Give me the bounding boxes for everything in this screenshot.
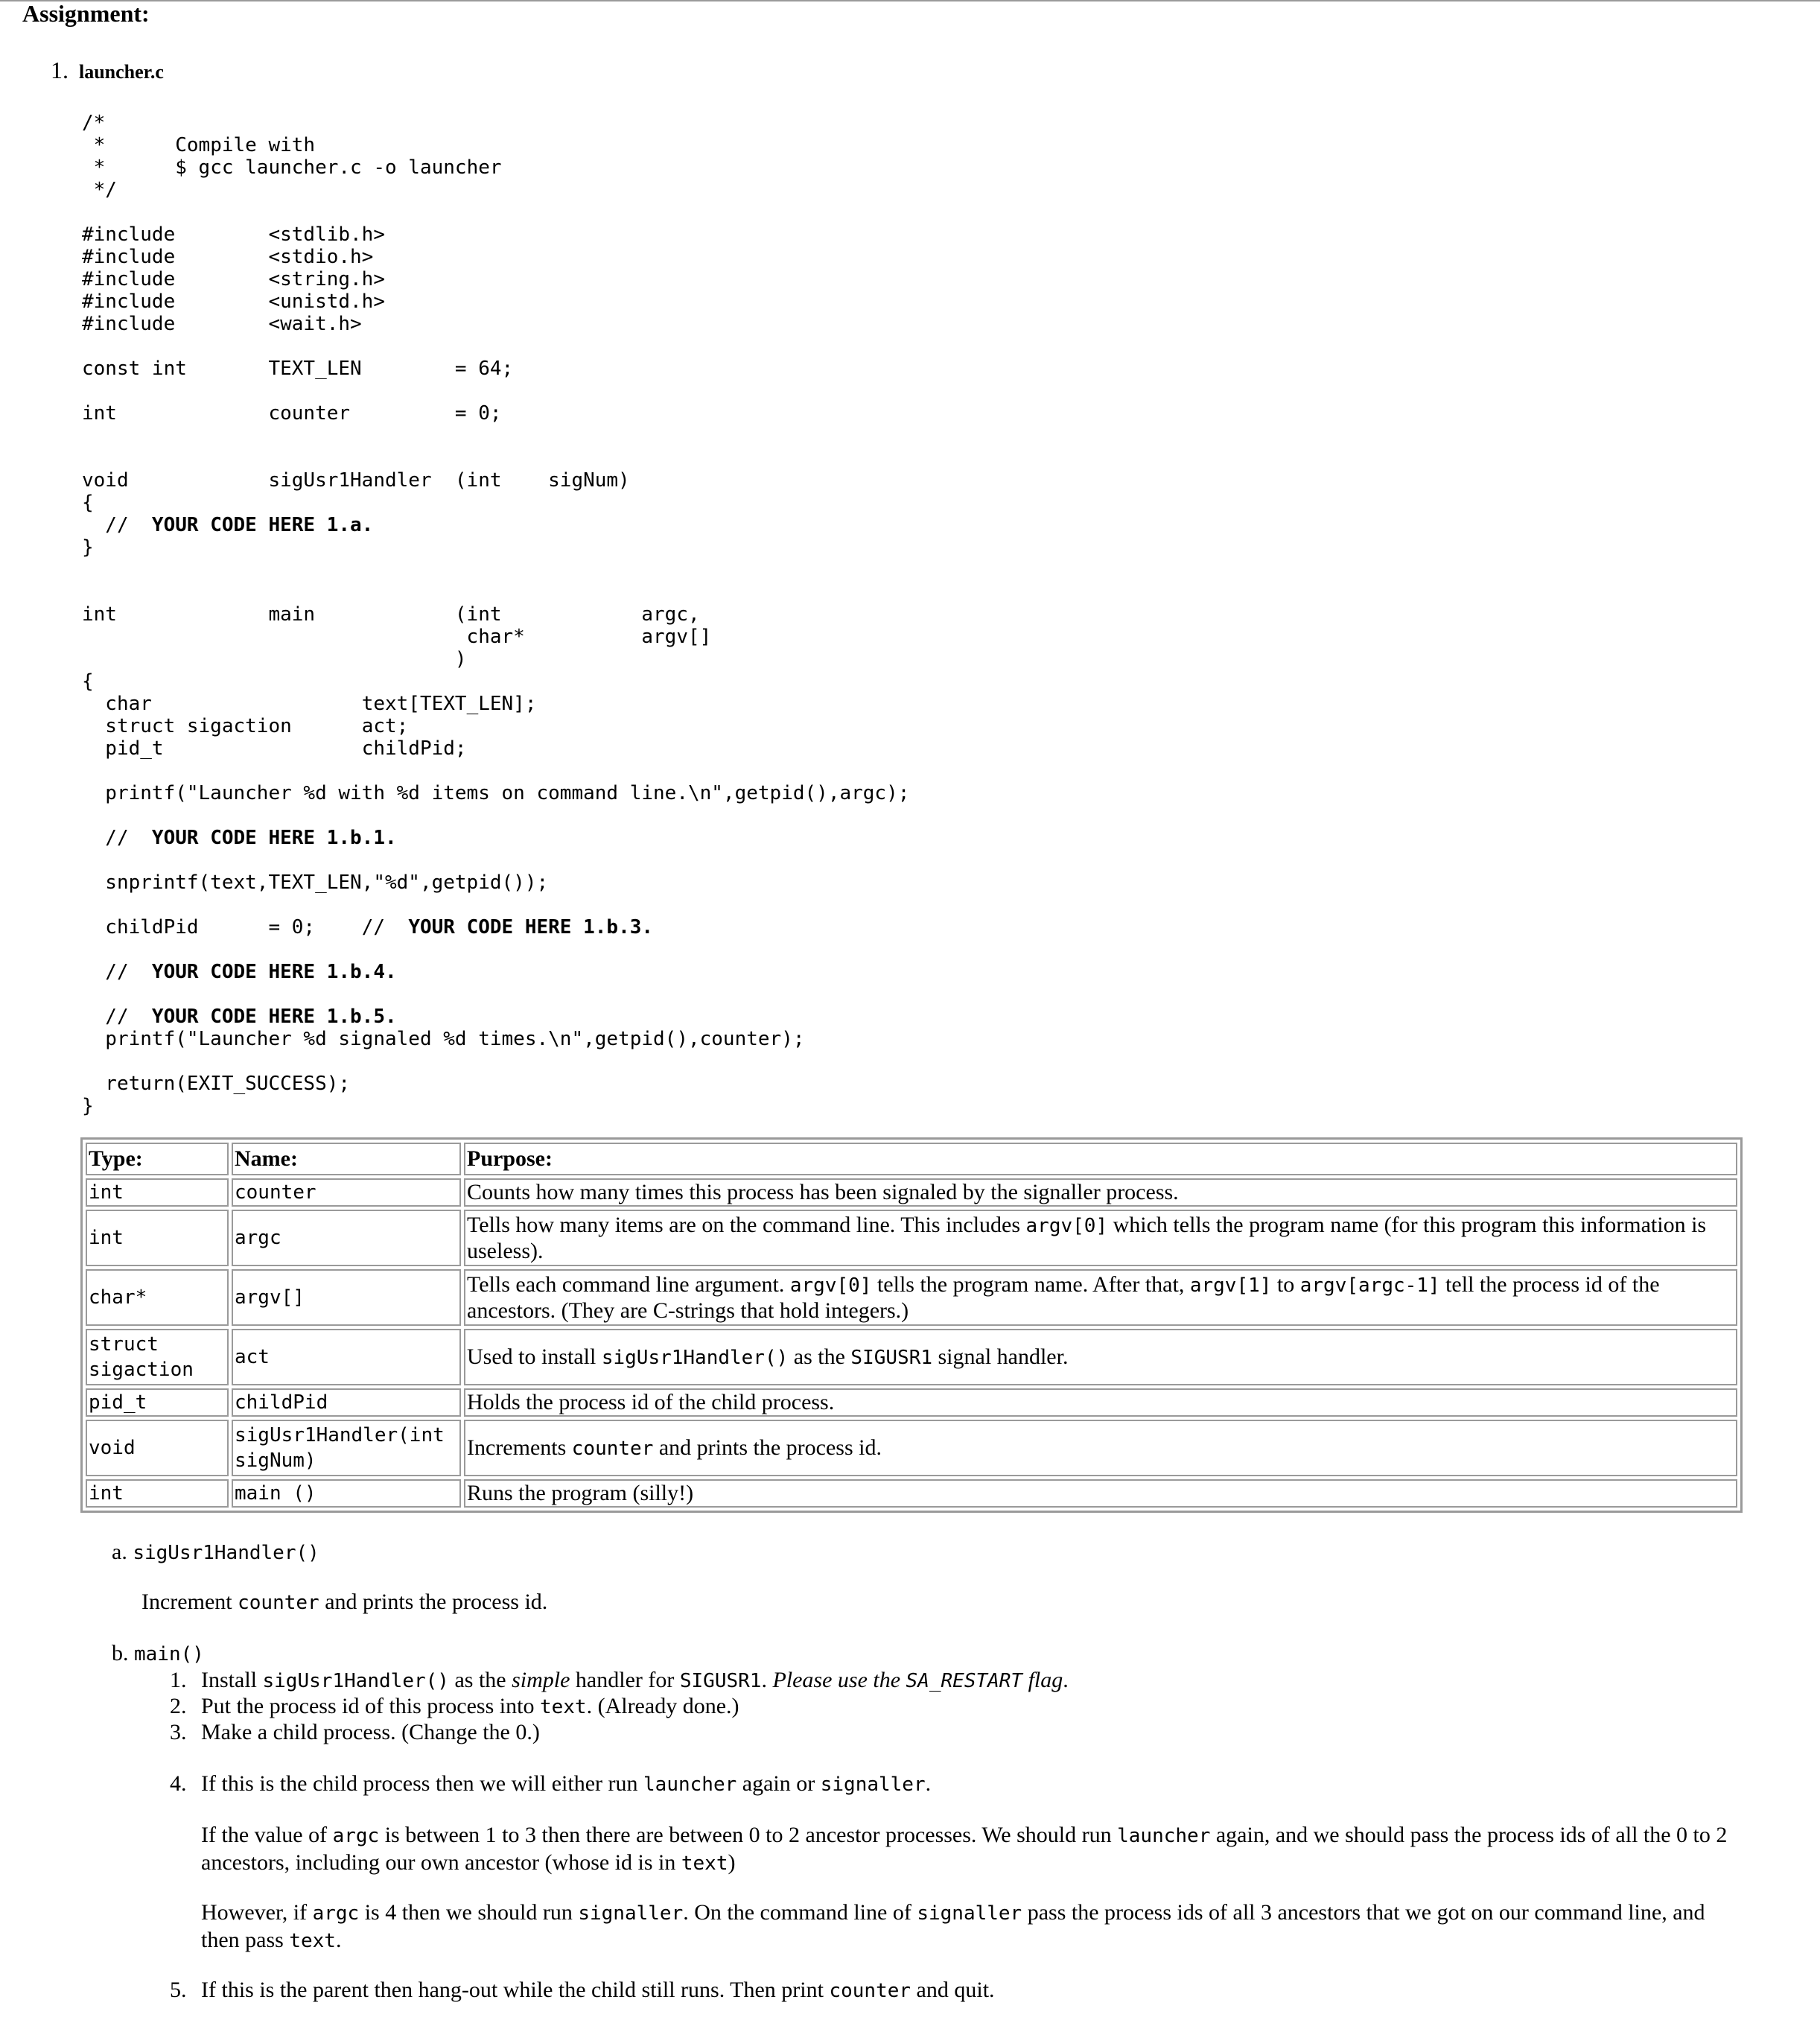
table-row <box>86 1210 1737 1266</box>
cell-name: childPid <box>232 1388 461 1417</box>
step-text: and quit. <box>911 1978 995 2002</box>
header-type: Type: <box>86 1143 229 1175</box>
table-header-row <box>86 1143 1737 1175</box>
part-b-label: b. <box>112 1641 129 1665</box>
purpose-code: argv[1] <box>1189 1274 1272 1297</box>
code-part-6: printf("Launcher %d signaled %d times.\n",getpid(),counter); return(EXIT_SUCCESS); } <box>82 1028 805 1117</box>
cell-name: act <box>232 1329 461 1385</box>
cell-type: void <box>86 1420 229 1476</box>
cell-purpose: Counts how many times this process has been signaled by the signaller process. <box>464 1178 1737 1207</box>
purpose-text: Increments <box>467 1435 572 1460</box>
cell-purpose <box>464 1329 1737 1385</box>
item-1-title <box>51 57 164 84</box>
cell-purpose <box>464 1210 1737 1266</box>
purpose-code: argv[argc-1] <box>1299 1274 1440 1297</box>
cell-purpose: Holds the process id of the child process. <box>464 1388 1737 1417</box>
code-part-2: } int main (int argc, char* argv[] ) { char text[TEXT_LEN]; struct sigaction act; pid_t childPid; printf("Launcher %d with %d items on command line.\n",getpid(),argc); // <box>82 536 910 849</box>
cell-purpose <box>464 1269 1737 1326</box>
para-text: . On the command line of <box>683 1900 917 1925</box>
step-text: Make a child process. (Change the 0.) <box>201 1720 540 1744</box>
code-todo-1b3: YOUR CODE HERE 1.b.3. <box>408 916 654 939</box>
step-number: 2. <box>170 1694 187 1718</box>
purpose-text: Tells how many items are on the command line. This includes <box>467 1212 1026 1237</box>
step-text: as the <box>448 1668 512 1692</box>
desc-text: Increment <box>141 1590 238 1614</box>
purpose-code: SIGUSR1 <box>850 1346 932 1369</box>
desc-code: counter <box>238 1592 319 1614</box>
item-number: 1. <box>51 57 69 83</box>
code-todo-1b4: YOUR CODE HERE 1.b.4. <box>151 961 397 983</box>
step-1 <box>170 1667 1069 1695</box>
para-text: is 4 then we should run <box>359 1900 579 1925</box>
para-text: again, and we should pass the process ids of all the 0 to 2 ancestors, including our own ancestor (whose id is in <box>201 1823 1728 1875</box>
step-code: launcher <box>643 1773 737 1796</box>
cell-name: sigUsr1Handler(int sigNum) <box>232 1420 461 1476</box>
cell-type: pid_t <box>86 1388 229 1417</box>
step-text: . <box>925 1771 932 1796</box>
variables-table <box>80 1137 1743 1513</box>
cell-type: int <box>86 1178 229 1207</box>
table-row <box>86 1388 1737 1417</box>
purpose-text: Tells each command line argument. <box>467 1271 790 1297</box>
step-code: signaller <box>820 1773 926 1796</box>
para-text: pass the process ids of all 3 ancestors that we got on our command line, and then pass <box>201 1900 1705 1952</box>
step-5 <box>170 1977 995 2004</box>
page-heading: Assignment: <box>22 0 150 27</box>
code-part-1: /* * Compile with * $ gcc launcher.c -o launcher */ #include <stdlib.h> #include <stdio.h> #include <string.h> #include <unistd.h> #include <wait.h> const int TEXT_LEN = 64; int counter = 0; void sigUsr1Handler (int sigNum) { // <box>82 112 630 536</box>
cell-name: counter <box>232 1178 461 1207</box>
table-row <box>86 1420 1737 1476</box>
code-part-4: // <box>105 961 129 983</box>
top-rule <box>0 0 1820 1</box>
para-code: text <box>681 1852 728 1875</box>
step-text: If this is the child process then we will either run <box>201 1771 644 1796</box>
cell-type: struct sigaction <box>86 1329 229 1385</box>
step-code: sigUsr1Handler() <box>262 1670 449 1692</box>
header-purpose: Purpose: <box>464 1143 1737 1175</box>
para-text: is between 1 to 3 then there are between 0 to 2 ancestor processes. We should run <box>379 1823 1118 1847</box>
part-a-description <box>141 1590 547 1615</box>
code-todo-1a: YOUR CODE HERE 1.a. <box>151 514 374 536</box>
purpose-code: counter <box>571 1437 654 1460</box>
step-number: 5. <box>170 1978 187 2002</box>
step-4-paragraph-2 <box>201 1899 1743 1954</box>
part-a-label: a. <box>112 1540 127 1564</box>
cell-name: argc <box>232 1210 461 1266</box>
desc-text: and prints the process id. <box>319 1590 548 1614</box>
header-name: Name: <box>232 1143 461 1175</box>
cell-type: char* <box>86 1269 229 1326</box>
cell-purpose: Runs the program (silly!) <box>464 1479 1737 1508</box>
purpose-code: sigUsr1Handler() <box>601 1346 789 1369</box>
purpose-text: which tells the program name (for this program this information is useless). <box>467 1212 1707 1263</box>
table-row <box>86 1178 1737 1207</box>
cell-type: int <box>86 1210 229 1266</box>
purpose-text: Used to install <box>467 1344 602 1369</box>
code-part-3: snprintf(text,TEXT_LEN,"%d",getpid()); childPid = 0; // <box>105 871 549 939</box>
purpose-text: tells the program name. After that, <box>871 1271 1190 1297</box>
para-code: text <box>289 1930 336 1952</box>
step-code: counter <box>829 1980 911 2002</box>
purpose-text: tell the process id of the ancestors. (They are C-strings that hold integers.) <box>467 1271 1660 1323</box>
para-code: argc <box>312 1902 360 1925</box>
step-text: . <box>1063 1668 1069 1692</box>
purpose-code: argv[0] <box>789 1274 872 1297</box>
code-part-5: // <box>105 1006 129 1028</box>
para-text: . <box>335 1928 342 1952</box>
step-text: If this is the parent then hang-out while the child still runs. Then print <box>201 1978 830 2002</box>
cell-name: main () <box>232 1479 461 1508</box>
code-todo-1b1: YOUR CODE HERE 1.b.1. <box>151 827 397 849</box>
step-code: SIGUSR1 <box>679 1670 762 1692</box>
para-text: ) <box>728 1850 736 1875</box>
step-number: 4. <box>170 1771 187 1796</box>
step-text: Put the process id of this process into <box>201 1694 540 1718</box>
purpose-text: as the <box>788 1344 851 1369</box>
step-number: 3. <box>170 1720 187 1744</box>
para-code: launcher <box>1117 1825 1211 1847</box>
purpose-text: and prints the process id. <box>653 1435 882 1460</box>
step-emphasis: simple <box>512 1668 570 1692</box>
step-text: again or <box>736 1771 821 1796</box>
purpose-code: argv[0] <box>1025 1214 1108 1237</box>
part-b-func: main() <box>134 1643 204 1665</box>
purpose-text: signal handler. <box>932 1344 1069 1369</box>
cell-name: argv[] <box>232 1269 461 1326</box>
step-number: 1. <box>170 1668 187 1692</box>
step-emphasis: Please use the <box>772 1668 906 1692</box>
para-code: signaller <box>578 1902 684 1925</box>
table-row <box>86 1479 1737 1508</box>
step-text: handler for <box>570 1668 680 1692</box>
step-4-paragraph-1 <box>201 1822 1743 1877</box>
table-row <box>86 1329 1737 1385</box>
step-4 <box>170 1770 931 1798</box>
step-code: text <box>539 1696 587 1718</box>
step-2 <box>170 1693 739 1721</box>
step-text: . <box>761 1668 773 1692</box>
para-text: However, if <box>201 1900 313 1925</box>
step-text: Install <box>201 1668 263 1692</box>
step-emphasis: flag <box>1022 1668 1063 1692</box>
part-a-heading <box>112 1539 319 1566</box>
step-text: . (Already done.) <box>586 1694 739 1718</box>
table-row <box>86 1269 1737 1326</box>
code-listing <box>82 112 909 1117</box>
part-b-heading <box>112 1640 204 1668</box>
step-code: SA_RESTART <box>906 1670 1023 1692</box>
file-name: launcher.c <box>79 61 164 83</box>
code-todo-1b5: YOUR CODE HERE 1.b.5. <box>151 1006 397 1028</box>
step-3 <box>170 1719 540 1745</box>
purpose-text: to <box>1271 1271 1300 1297</box>
para-text: If the value of <box>201 1823 333 1847</box>
para-code: argc <box>332 1825 380 1847</box>
cell-type: int <box>86 1479 229 1508</box>
cell-purpose <box>464 1420 1737 1476</box>
part-a-func: sigUsr1Handler() <box>133 1542 319 1564</box>
para-code: signaller <box>917 1902 1022 1925</box>
